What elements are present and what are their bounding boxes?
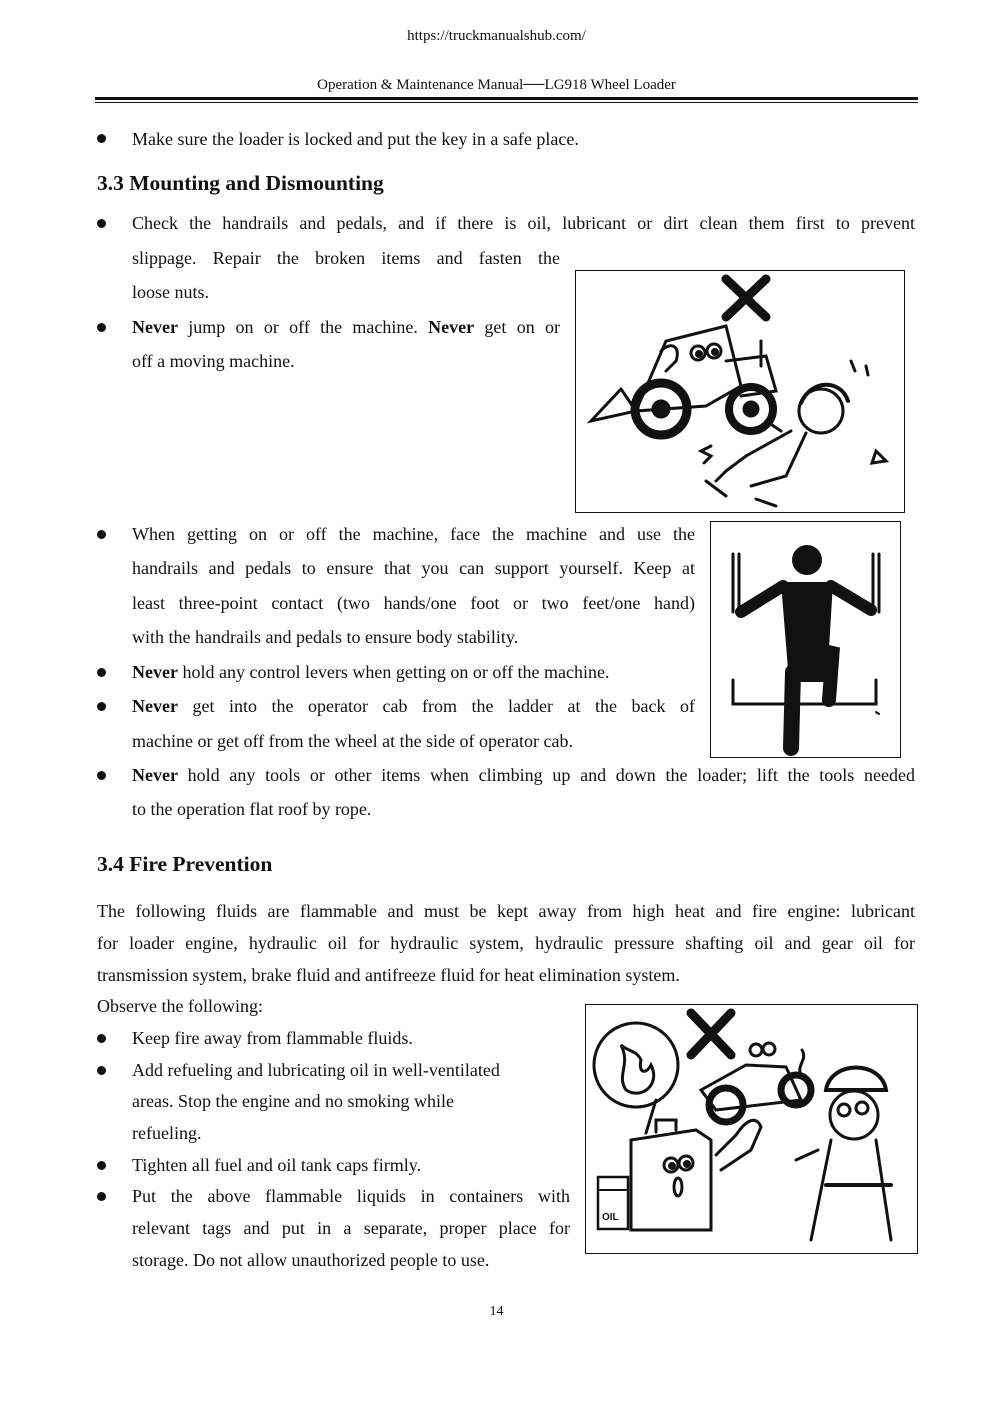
- bullet-text: [132, 758, 915, 793]
- page-number: 14: [489, 1304, 504, 1319]
- emphasis-never: Never: [132, 317, 178, 337]
- section-heading-3-3: 3.3 Mounting and Dismounting: [97, 171, 384, 195]
- header-url[interactable]: https://truckmanualshub.com/: [407, 28, 586, 44]
- bullet-dot: [97, 323, 106, 332]
- figure-fire-prevention: [585, 1004, 918, 1254]
- paragraph-line: The following fluids are flammable and must be kept away from high heat and fire engine: lubricant: [97, 901, 915, 921]
- bullet-dot: [97, 771, 106, 780]
- bullet-text: handrails and pedals to ensure that you can support yourself. Keep at: [132, 558, 695, 578]
- bullet-text: off a moving machine.: [132, 351, 295, 371]
- bullet-dot: [97, 1192, 106, 1201]
- bullet-text: storage. Do not allow unauthorized people to use.: [132, 1250, 490, 1270]
- header-rule-thick: [95, 97, 918, 100]
- bullet-text: Keep fire away from flammable fluids.: [132, 1028, 413, 1048]
- figure-jump-off-warning: [575, 270, 905, 513]
- bullet-text: Put the above flammable liquids in containers with: [132, 1186, 570, 1206]
- bullet-text-part: get into the operator cab from the ladder at the back of: [177, 696, 695, 716]
- bullet-text: areas. Stop the engine and no smoking while: [132, 1091, 454, 1111]
- bullet-dot: [97, 1161, 106, 1170]
- bullet-text: refueling.: [132, 1123, 202, 1143]
- paragraph-line: for loader engine, hydraulic oil for hydraulic system, hydraulic pressure shafting oil and gear oil for: [97, 933, 915, 953]
- bullet-text-part: hold any tools or other items when climbing up and down the loader; lift the tools needed: [177, 765, 915, 785]
- bullet-dot: [97, 702, 106, 711]
- bullet-text-part: get on or: [474, 317, 560, 337]
- running-header: Operation & Maintenance Manual──LG918 Wheel Loader: [317, 77, 676, 93]
- bullet-dot: [97, 134, 106, 143]
- emphasis-never: Never: [132, 765, 178, 785]
- bullet-text: [132, 310, 560, 345]
- loader-jump-off-warning-illustration-icon: [576, 271, 903, 511]
- bullet-text: least three-point contact (two hands/one foot or two feet/one hand): [132, 593, 695, 613]
- bullet-text: machine or get off from the wheel at the side of operator cab.: [132, 731, 573, 751]
- bullet-text: with the handrails and pedals to ensure body stability.: [132, 627, 519, 647]
- bullet-dot: [97, 219, 106, 228]
- bullet-dot: [97, 1066, 106, 1075]
- bullet-text: Tighten all fuel and oil tank caps firmly.: [132, 1155, 422, 1175]
- bullet-text: relevant tags and put in a separate, proper place for: [132, 1218, 570, 1238]
- bullet-dot: [97, 530, 106, 539]
- bullet-text: When getting on or off the machine, face the machine and use the: [132, 524, 695, 544]
- paragraph-line: transmission system, brake fluid and antifreeze fluid for heat elimination system.: [97, 965, 680, 985]
- bullet-text: to the operation flat roof by rope.: [132, 799, 372, 819]
- bullet-text: Add refueling and lubricating oil in well-ventilated: [132, 1060, 500, 1080]
- fire-prevention-illustration-icon: [586, 1005, 916, 1252]
- three-point-contact-icon: [711, 522, 899, 756]
- bullet-text-part: jump on or off the machine.: [177, 317, 429, 337]
- bullet-text: [132, 689, 695, 724]
- bullet-text: [132, 655, 695, 690]
- observe-label: Observe the following:: [97, 996, 263, 1016]
- bullet-text: slippage. Repair the broken items and fasten the: [132, 248, 560, 268]
- intro-bullet-text: Make sure the loader is locked and put the key in a safe place.: [132, 129, 579, 149]
- emphasis-never: Never: [132, 696, 178, 716]
- emphasis-never: Never: [428, 317, 475, 337]
- bullet-text-part: hold any control levers when getting on or off the machine.: [177, 662, 610, 682]
- section-heading-3-4: 3.4 Fire Prevention: [97, 852, 273, 876]
- bullet-text: Check the handrails and pedals, and if there is oil, lubricant or dirt clean them first to prevent: [132, 213, 915, 233]
- oil-can-label: OIL: [602, 1212, 619, 1223]
- bullet-text: loose nuts.: [132, 282, 210, 302]
- figure-three-point-contact: [710, 521, 901, 758]
- bullet-dot: [97, 668, 106, 677]
- bullet-dot: [97, 1034, 106, 1043]
- emphasis-never: Never: [132, 662, 178, 682]
- header-rule-thin: [95, 102, 918, 103]
